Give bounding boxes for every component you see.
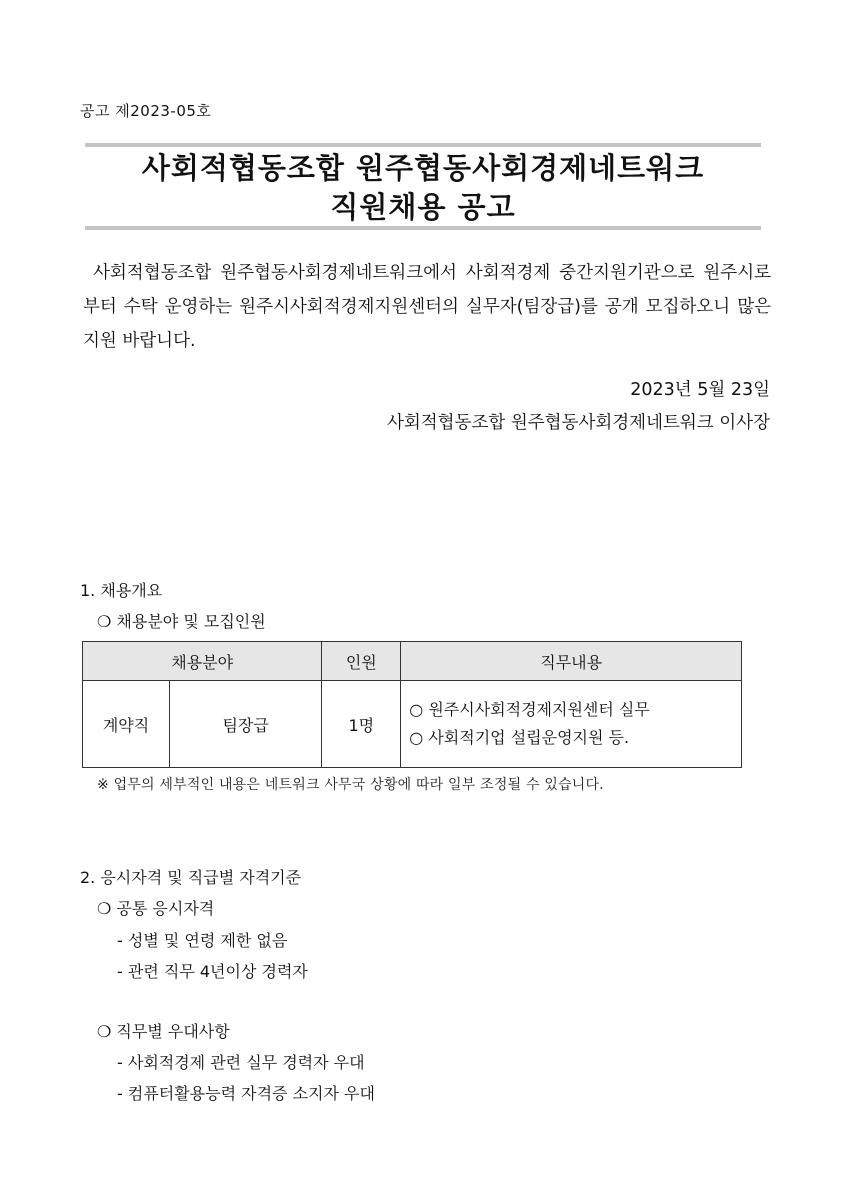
signature: 사회적협동조합 원주협동사회경제네트워크 이사장 [386, 413, 770, 433]
cell-level: 팀장급 [170, 681, 322, 768]
page-title-line2: 직원채용 공고 [330, 190, 516, 224]
notice-number: 공고 제2023-05호 [80, 102, 212, 120]
header-count: 인원 [322, 642, 401, 681]
duty-item: ○ 원주시사회적경제지원센터 실무 [409, 700, 650, 719]
section1-subheading: ❍ 채용분야 및 모집인원 [97, 612, 266, 631]
page-title-line1: 사회적협동조합 원주협동사회경제네트워크 [141, 151, 705, 185]
intro-paragraph: 사회적협동조합 원주협동사회경제네트워크에서 사회적경제 중간지원기관으로 원주시로부터 수탁 운영하는 원주시사회적경제지원센터의 실무자(팀장급)를 공개 모집하오니 많은 지원 바랍니다. [83, 263, 771, 351]
list-item: - 컴퓨터활용능력 자격증 소지자 우대 [117, 1084, 375, 1103]
list-item: - 성별 및 연령 제한 없음 [117, 931, 288, 950]
notice-date: 2023년 5월 23일 [630, 380, 770, 400]
header-duties: 직무내용 [401, 642, 742, 681]
title-bottom-rule [85, 226, 761, 230]
section1-heading: 1. 채용개요 [80, 581, 163, 600]
preferred-heading: ❍ 직무별 우대사항 [97, 1022, 230, 1041]
cell-type: 계약직 [83, 681, 170, 768]
recruit-table [82, 641, 742, 768]
common-qualification-heading: ❍ 공통 응시자격 [97, 899, 215, 918]
duty-item: ○ 사회적기업 설립운영지원 등. [409, 728, 630, 747]
table-note: ※ 업무의 세부적인 내용은 네트워크 사무국 상황에 따라 일부 조정될 수 있습니다. [97, 777, 604, 793]
section2-heading: 2. 응시자격 및 직급별 자격기준 [80, 868, 302, 887]
list-item: - 사회적경제 관련 실무 경력자 우대 [117, 1053, 365, 1072]
list-item: - 관련 직무 4년이상 경력자 [117, 962, 308, 981]
header-field: 채용분야 [83, 642, 322, 681]
table-row [83, 681, 742, 768]
cell-count: 1명 [322, 681, 401, 768]
cell-duties [401, 681, 742, 768]
